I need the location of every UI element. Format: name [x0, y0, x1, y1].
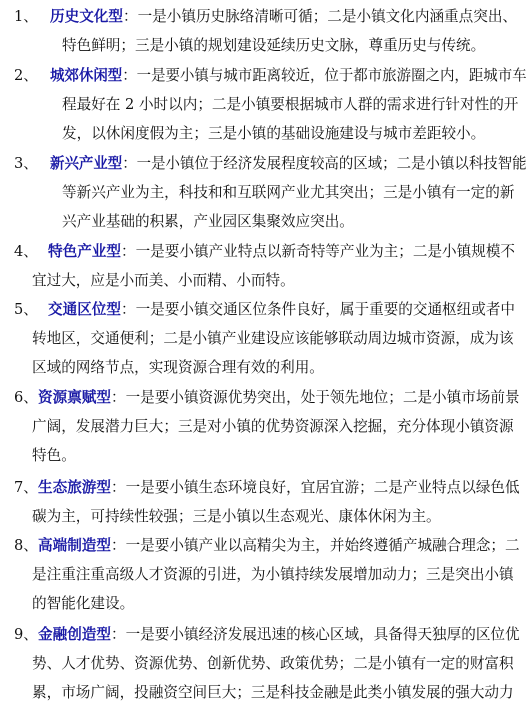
item-first-line: [48, 300, 515, 320]
item-number: 6、: [14, 389, 38, 406]
item-text: 宜过大，应是小而美、小而精、小而特。: [32, 272, 295, 289]
item-title: 城郊休闲型: [50, 67, 123, 84]
item-text: 程最好在 2 小时以内；二是小镇要根据城市人群的需求进行针对性的开: [62, 96, 519, 113]
item-text: 区域的网络节点，实现资源合理有效的利用。: [32, 359, 324, 376]
item-text: ：一是要小镇资源优势突出，处于领先地位；二是小镇市场前景: [110, 389, 520, 406]
item-first-line: [50, 7, 517, 27]
item-text: ：一是要小镇经济发展迅速的核心区域，具备得天独厚的区位优: [110, 626, 520, 643]
item-text: 广阔，发展潜力巨大；三是对小镇的优势资源深入挖掘，充分体现小镇资源: [32, 418, 514, 435]
item-first-line: [38, 625, 520, 645]
item-text: ：一是要小镇交通区位条件良好，属于重要的交通枢纽或者中: [120, 301, 516, 318]
item-number: 1、: [14, 8, 38, 25]
item-first-line: [50, 66, 527, 86]
item-text: 的智能化建设。: [32, 595, 135, 612]
item-first-line: [48, 242, 515, 262]
item-text: ：一是要小镇与城市距离较近，位于都市旅游圈之内，距城市车: [122, 67, 527, 84]
item-title: 生态旅游型: [38, 479, 111, 496]
item-text: 碳为主，可持续性较强；三是小镇以生态观光、康体休闲为主。: [32, 508, 441, 525]
item-number: 5、: [14, 301, 38, 318]
item-number: 9、: [14, 626, 38, 643]
item-text: 发，以休闲度假为主；三是小镇的基础设施建设与城市差距较小。: [62, 125, 486, 142]
item-title: 交通区位型: [48, 301, 121, 318]
item-first-line: [38, 478, 520, 498]
item-title: 历史文化型: [50, 8, 123, 25]
item-title: 新兴产业型: [50, 155, 123, 172]
item-title: 金融创造型: [38, 626, 111, 643]
item-number: 3、: [14, 155, 38, 172]
item-first-line: [38, 388, 520, 408]
item-text: ：一是要小镇生态环境良好，宜居宜游；二是产业特点以绿色低: [110, 479, 520, 496]
item-text: ：一是要小镇产业特点以新奇特等产业为主；二是小镇规模不: [120, 243, 516, 260]
item-title: 高端制造型: [38, 537, 111, 554]
item-text: 兴产业基础的积累，产业园区集聚效应突出。: [62, 213, 354, 230]
item-text: 等新兴产业为主，科技和和互联网产业尤其突出；三是小镇有一定的新: [62, 184, 515, 201]
item-text: 是注重注重高级人才资源的引进，为小镇持续发展增加动力；三是突出小镇: [32, 566, 514, 583]
item-text: 特色鲜明；三是小镇的规划建设延续历史文脉，尊重历史与传统。: [62, 37, 486, 54]
item-title: 特色产业型: [48, 243, 121, 260]
item-number: 7、: [14, 479, 38, 496]
item-number: 8、: [14, 537, 38, 554]
item-text: 转地区，交通便利；二是小镇产业建设应该能够联动周边城市资源，成为该: [32, 330, 514, 347]
item-text: ：一是小镇历史脉络清晰可循；二是小镇文化内涵重点突出、: [122, 8, 518, 25]
item-title: 资源禀赋型: [38, 389, 111, 406]
item-number: 2、: [14, 67, 38, 84]
item-first-line: [50, 154, 527, 174]
item-text: ：一是小镇位于经济发展程度较高的区域；二是小镇以科技智能: [122, 155, 527, 172]
item-number: 4、: [14, 243, 38, 260]
item-text: ：一是要小镇产业以高精尖为主，并始终遵循产城融合理念；二: [110, 537, 520, 554]
item-first-line: [38, 536, 520, 556]
item-text: 势、人才优势、资源优势、创新优势、政策优势；二是小镇有一定的财富积: [32, 655, 514, 672]
item-text: 累，市场广阔，投融资空间巨大；三是科技金融是此类小镇发展的强大动力: [32, 684, 514, 701]
item-text: 特色。: [32, 447, 76, 464]
